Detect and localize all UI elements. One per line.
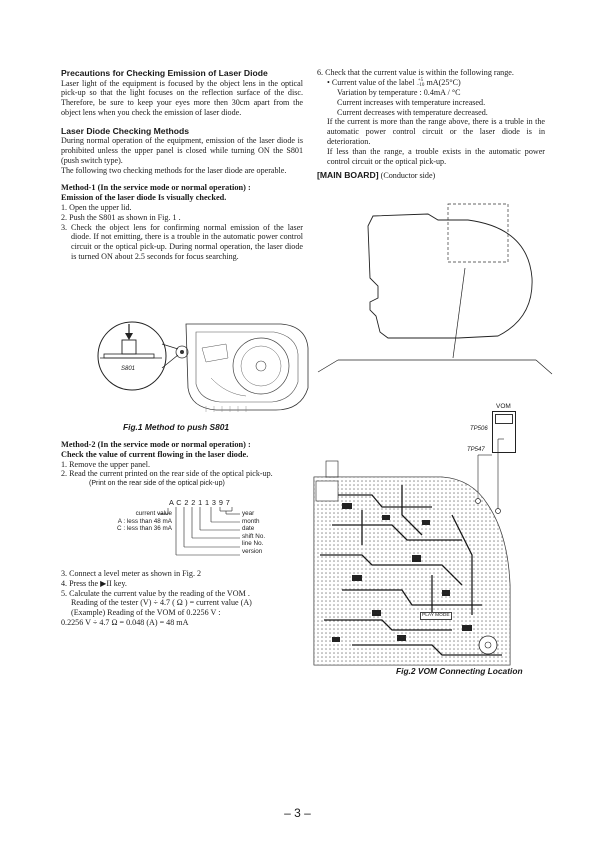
- left-column: [61, 68, 303, 262]
- main-board-outline: [308, 198, 558, 378]
- paragraph-checking-methods: During normal operation of the equipment, emission of the laser diode is prohibited unless the upper panel is closed while turning ON the S801 (push switch type).: [61, 136, 303, 165]
- print-note: (Print on the rear side of the optical pick-up): [89, 480, 225, 488]
- code-label-version: version: [242, 547, 263, 555]
- method1-subtitle: Emission of the laser diode Is visually checked.: [61, 193, 227, 203]
- more-than-range: If the current is more than the range above, there is a truble in the automatic power control circuit or the laser diode is in deterioration.: [327, 117, 545, 146]
- method2-steps-b: [61, 569, 303, 598]
- code-label-date: date: [242, 525, 255, 533]
- calc-line: 0.2256 V ÷ 4.7 Ω = 0.048 (A) = 48 mA: [61, 617, 189, 627]
- play-mode-label: PLAY MODE: [422, 613, 450, 618]
- pickup-code: A C 2 2 1 1 3 9 7: [169, 498, 231, 507]
- heading-precautions: Precautions for Checking Emission of Laser Diode: [61, 68, 268, 78]
- list-item: 2. Read the current printed on the rear side of the optical pick-up.: [61, 469, 273, 479]
- method1-title: Method-1 (In the service mode or normal operation) :: [61, 183, 251, 193]
- right-column: [317, 68, 545, 181]
- fig1-caption: Fig.1 Method to push S801: [123, 422, 230, 432]
- paragraph-precautions: Laser light of the equipment is focused by the object lens in the optical pick-up so that the light focuses on the reflection surface of the disc. Therefore, be sure to keep your eyes more then 30cm apart from the object lens when you check the emission of laser diode.: [61, 78, 303, 117]
- fig2-caption: Fig.2 VOM Connecting Location: [396, 666, 523, 676]
- paragraph-two-methods: The following two checking methods for the laser diode are operable.: [61, 165, 287, 175]
- list-item: 3. Check the object lens for confirming normal emission of the laser diode. If not emitting, there is a trouble in the automatic power control circuit or the optical pick-up. During normal operation, the laser diode is turned ON about 2.5 seconds for focus searching.: [61, 222, 303, 261]
- code-right-labels: [242, 510, 265, 556]
- decrease-line: Current decreases with temperature decreased.: [337, 107, 488, 117]
- list-item: 5. Calculate the current value by the reading of the VOM .: [61, 588, 250, 598]
- list-item: 1. Open the upper lid.: [61, 202, 132, 212]
- step6: 6. Check that the current value is within the following range.: [317, 68, 514, 77]
- method2-block: [61, 440, 303, 488]
- calc-line: (Example) Reading of the VOM of 0.2256 V :: [71, 608, 221, 618]
- fig1-s801-label: S801: [121, 366, 136, 372]
- method2-subtitle: Check the value of current flowing in the laser diode.: [61, 449, 249, 459]
- tolerance: +5 −10: [416, 77, 425, 88]
- variation-line: Variation by temperature : 0.4mA / °C: [337, 87, 461, 97]
- less-than-range: If less than the range, a trouble exists in the automatic power control circuit or the optical pick-up.: [327, 146, 545, 166]
- code-label-year: year: [242, 510, 255, 517]
- code-label-line: line No.: [242, 540, 264, 548]
- code-label-shift: shift No.: [242, 532, 266, 540]
- list-item: 2. Push the S801 as shown in Fig. 1 .: [61, 212, 181, 222]
- method2-title: Method-2 (In the service mode or normal operation) :: [61, 440, 251, 449]
- tp506-label: TP506: [470, 426, 488, 432]
- heading-checking-methods: Laser Diode Checking Methods: [61, 125, 189, 136]
- calc-line: Reading of the tester (V) ÷ 4.7 ( Ω ) = current value (A): [71, 598, 252, 608]
- increase-line: Current increases with temperature increased.: [337, 97, 486, 107]
- pcb-detail: [312, 415, 522, 670]
- code-label-current: current value: [135, 510, 172, 517]
- method1-steps: [61, 203, 303, 262]
- method2-steps-a: [61, 460, 303, 480]
- page-number: – 3 –: [284, 806, 311, 820]
- main-board-heading: [MAIN BOARD] (Conductor side): [317, 170, 436, 181]
- list-item: 4. Press the ▶II key.: [61, 578, 127, 588]
- tp547-label: TP547: [467, 447, 485, 453]
- list-item: 3. Connect a level meter as shown in Fig. 2: [61, 569, 202, 578]
- method2-block-b: [61, 569, 303, 628]
- current-range-bullet: • Current value of the label +5 −10 mA(25°C): [327, 77, 461, 88]
- code-label-a: A : less than 48 mA: [117, 517, 172, 525]
- vom-label: VOM: [496, 403, 511, 410]
- code-label-c: C : less than 36 mA: [117, 525, 172, 533]
- list-item: 1. Remove the upper panel.: [61, 459, 151, 469]
- code-label-month: month: [242, 517, 260, 525]
